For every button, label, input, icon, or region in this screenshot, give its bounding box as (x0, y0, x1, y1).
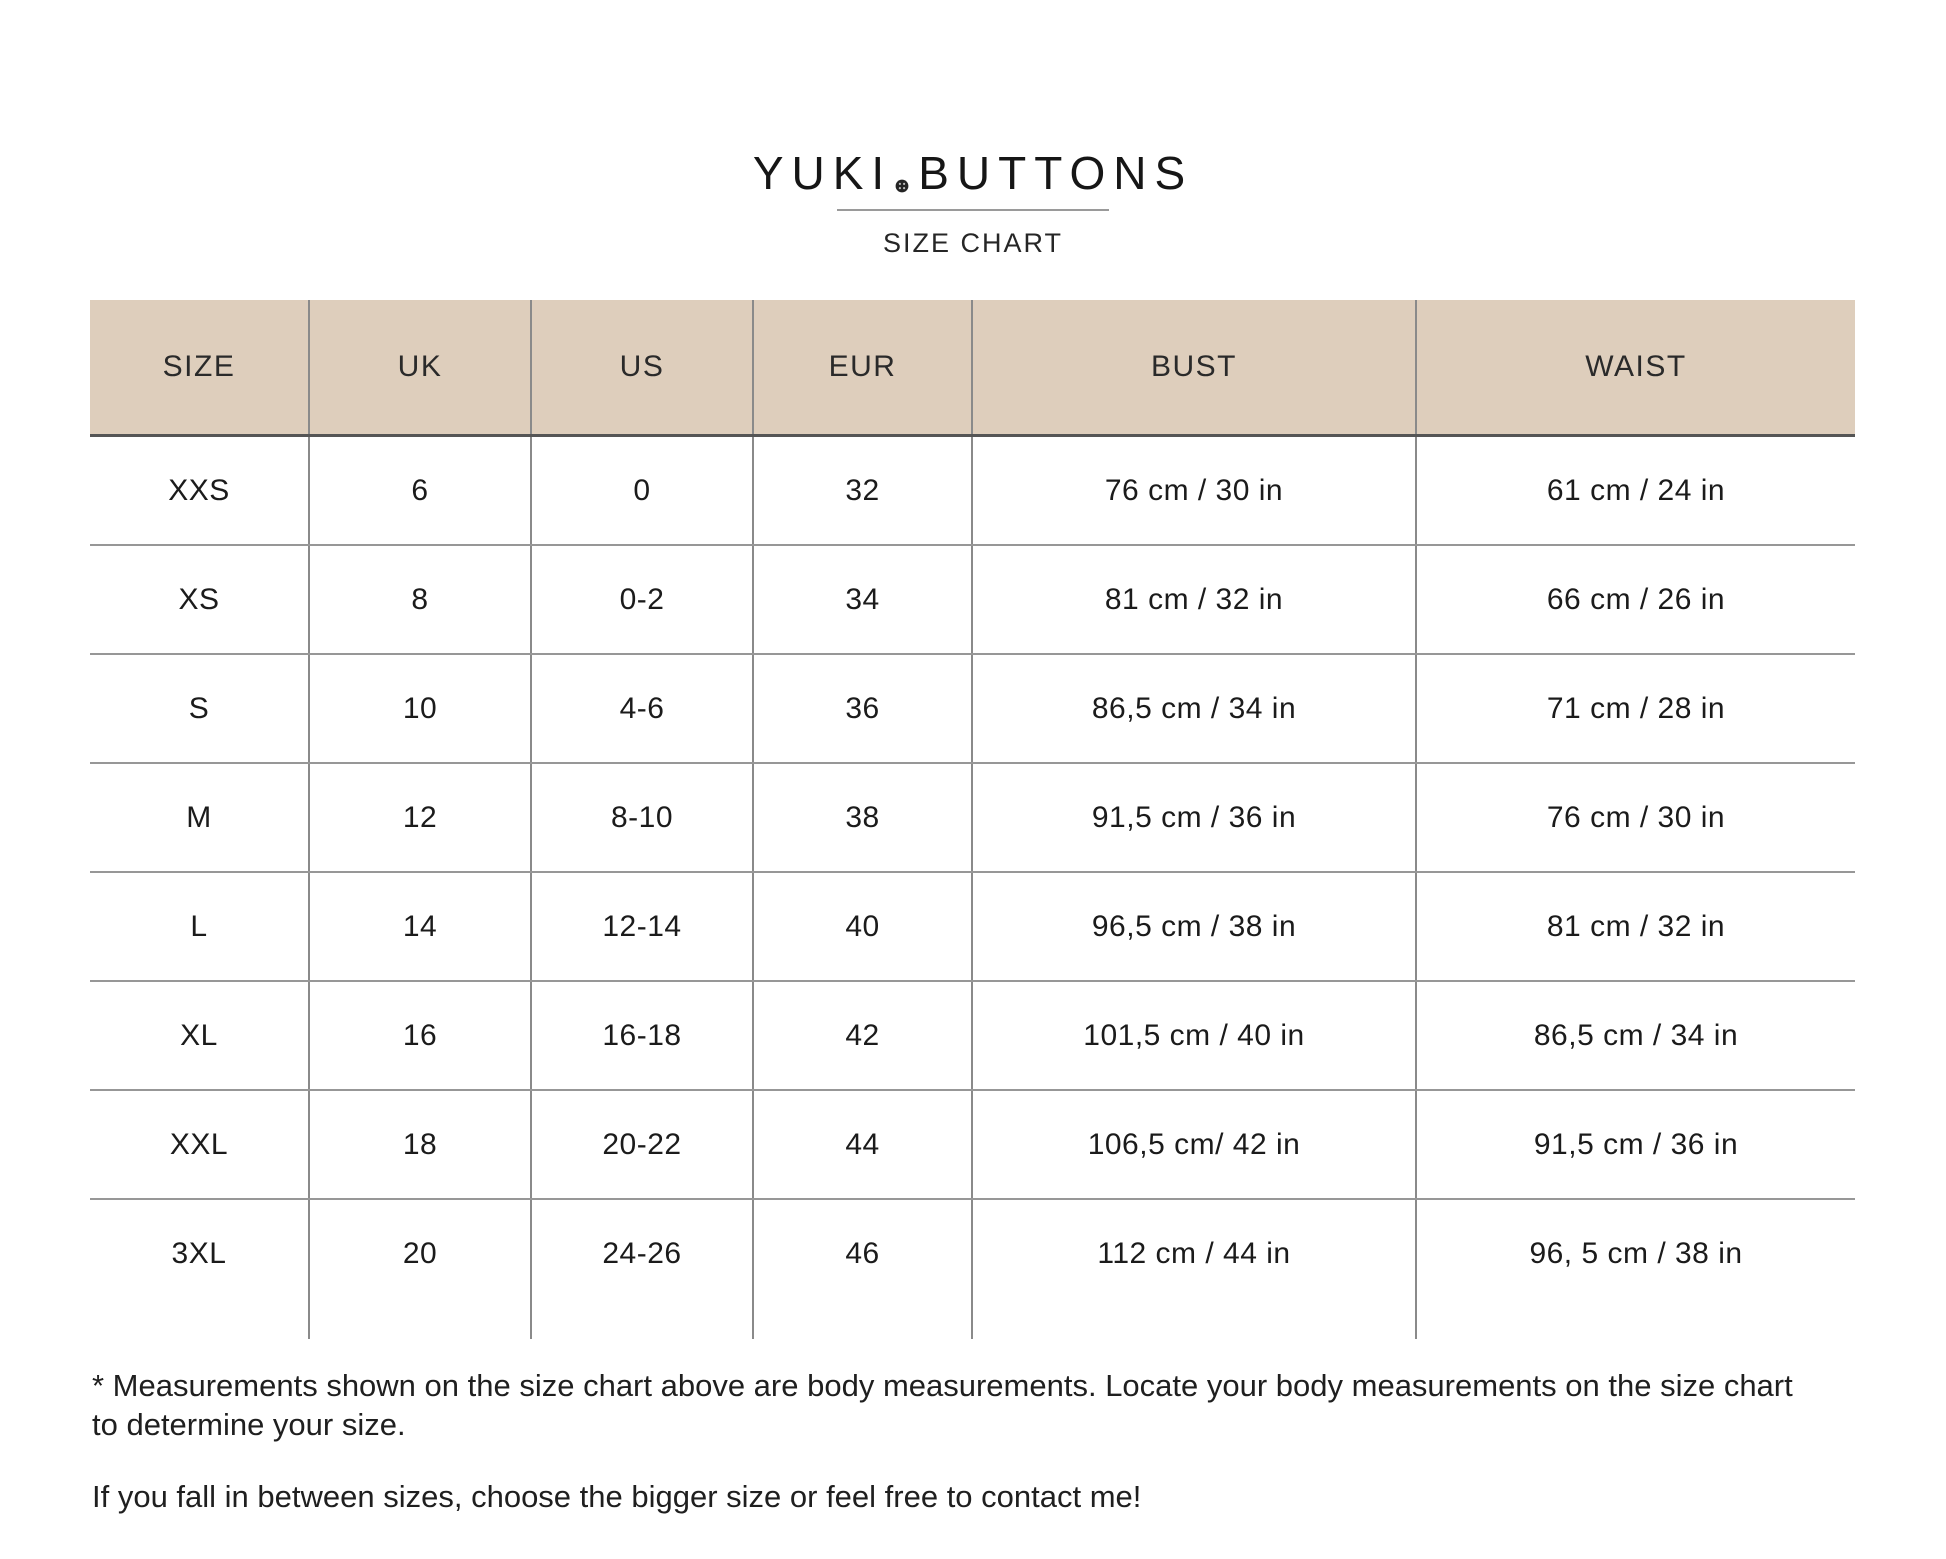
table-cell: 0-2 (532, 546, 754, 653)
brand-name-right: BUTTONS (918, 147, 1194, 199)
table-cell: XXL (90, 1091, 310, 1198)
table-cell: XS (90, 546, 310, 653)
logo-underline (837, 209, 1109, 211)
table-row (90, 655, 1855, 764)
table-row (90, 546, 1855, 655)
table-cell: XL (90, 982, 310, 1089)
table-tail-cell (532, 1307, 754, 1339)
measurement-note-line1: * Measurements shown on the size chart above are body measurements. Locate your body measurements on the size chart (92, 1368, 1793, 1403)
table-cell: 8 (310, 546, 532, 653)
table-cell: 32 (754, 437, 973, 544)
table-cell: 40 (754, 873, 973, 980)
table-tail-cell (310, 1307, 532, 1339)
table-row (90, 437, 1855, 546)
table-cell: 20-22 (532, 1091, 754, 1198)
table-cell: 66 cm / 26 in (1546, 582, 1726, 616)
table-row (90, 873, 1855, 982)
table-cell: 12-14 (532, 873, 754, 980)
table-cell: 101,5 cm / 40 in (973, 982, 1417, 1089)
footnotes (92, 1366, 1892, 1516)
brand-block (0, 146, 1946, 259)
table-cell: 86,5 cm / 34 in (973, 655, 1417, 762)
table-cell: 61 cm / 24 in (1546, 473, 1726, 507)
table-cell: 8-10 (532, 764, 754, 871)
column-header-waist: WAIST (1585, 350, 1687, 383)
table-cell: 76 cm / 30 in (973, 437, 1417, 544)
table-cell: 20 (310, 1200, 532, 1307)
table-cell: 81 cm / 32 in (973, 546, 1417, 653)
column-header-eur: EUR (754, 300, 973, 434)
page-title: SIZE CHART (882, 228, 1064, 258)
table-cell: 16 (310, 982, 532, 1089)
table-cell: 86,5 cm / 34 in (1533, 1018, 1739, 1052)
table-cell: 96,5 cm / 38 in (973, 873, 1417, 980)
button-dot-icon (895, 179, 909, 193)
table-row (90, 1200, 1855, 1307)
table-cell: 0 (532, 437, 754, 544)
measurement-note (92, 1366, 1892, 1444)
table-cell: 42 (754, 982, 973, 1089)
table-tail-cell (754, 1307, 973, 1339)
column-header-bust: BUST (973, 300, 1417, 434)
table-row (90, 982, 1855, 1091)
table-cell: S (90, 655, 310, 762)
table-cell: XXS (90, 437, 310, 544)
column-header-uk: UK (310, 300, 532, 434)
table-cell: 81 cm / 32 in (1546, 909, 1726, 943)
brand-name-left: YUKI (752, 147, 893, 199)
table-cell: 76 cm / 30 in (1546, 800, 1726, 834)
table-cell: L (90, 873, 310, 980)
table-cell: 91,5 cm / 36 in (1533, 1127, 1739, 1161)
size-table-body (90, 437, 1855, 1307)
table-cell: M (90, 764, 310, 871)
table-cell: 10 (310, 655, 532, 762)
table-cell: 46 (754, 1200, 973, 1307)
table-tail-cell (90, 1307, 310, 1339)
table-cell: 34 (754, 546, 973, 653)
table-cell: 14 (310, 873, 532, 980)
table-cell: 106,5 cm/ 42 in (973, 1091, 1417, 1198)
table-cell: 4-6 (532, 655, 754, 762)
table-cell: 38 (754, 764, 973, 871)
table-cell: 18 (310, 1091, 532, 1198)
table-tail-row (90, 1307, 1855, 1339)
column-header-size: SIZE (90, 300, 310, 434)
table-header-row (90, 300, 1855, 437)
table-cell: 71 cm / 28 in (1546, 691, 1726, 725)
table-tail-cell (973, 1307, 1417, 1339)
table-cell: 3XL (90, 1200, 310, 1307)
measurement-note-line2: to determine your size. (92, 1407, 406, 1442)
between-sizes-note: If you fall in between sizes, choose the bigger size or feel free to contact me! (92, 1479, 1142, 1514)
table-tail-cell (1417, 1307, 1855, 1339)
size-table (90, 300, 1855, 1339)
table-cell: 24-26 (532, 1200, 754, 1307)
table-cell: 36 (754, 655, 973, 762)
table-row (90, 1091, 1855, 1200)
table-cell: 16-18 (532, 982, 754, 1089)
table-cell: 44 (754, 1091, 973, 1198)
column-header-us: US (532, 300, 754, 434)
table-cell: 6 (310, 437, 532, 544)
table-cell: 112 cm / 44 in (973, 1200, 1417, 1307)
table-cell: 96, 5 cm / 38 in (1529, 1236, 1743, 1270)
table-row (90, 764, 1855, 873)
table-cell: 12 (310, 764, 532, 871)
brand-title (753, 146, 1193, 200)
table-cell: 91,5 cm / 36 in (973, 764, 1417, 871)
